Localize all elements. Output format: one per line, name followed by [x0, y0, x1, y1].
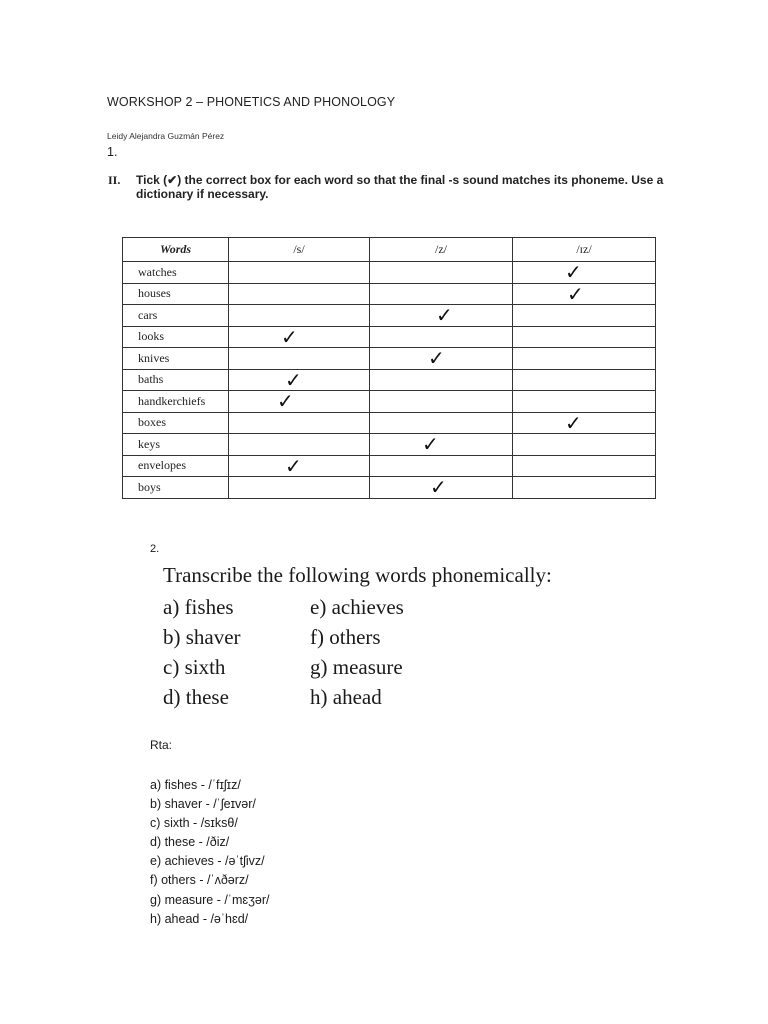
word-cell: keys	[123, 434, 229, 456]
section-1-number: 1.	[107, 145, 118, 159]
table-row	[123, 412, 656, 434]
tick-box[interactable]	[370, 326, 513, 348]
tick-box[interactable]	[229, 434, 370, 456]
exercise-2-heading: Transcribe the following words phonemically:	[163, 563, 552, 587]
tick-box[interactable]	[370, 391, 513, 413]
exercise-2-scan	[160, 558, 690, 718]
tick-icon: ✔	[167, 173, 178, 187]
checkmark-icon: ✓	[436, 303, 453, 328]
tick-box[interactable]	[229, 326, 370, 348]
answer-item: c) sixth - /sɪksθ/	[150, 816, 238, 831]
tick-box[interactable]	[513, 348, 656, 370]
column-header-phoneme: /s/	[229, 238, 370, 262]
exercise-2-item: e) achieves	[310, 595, 404, 619]
instruction-line-2: dictionary if necessary.	[136, 187, 269, 201]
column-header-phoneme: /z/	[370, 238, 513, 262]
answer-item: h) ahead - /əˈhɛd/	[150, 911, 249, 926]
exercise-2-item: f) others	[310, 625, 381, 649]
table-row	[123, 369, 656, 391]
exercise-2-item: b) shaver	[163, 625, 241, 649]
document-title: WORKSHOP 2 – PHONETICS AND PHONOLOGY	[107, 95, 396, 109]
checkmark-icon: ✓	[285, 453, 302, 478]
tick-box[interactable]	[513, 283, 656, 305]
tick-box[interactable]	[513, 434, 656, 456]
exercise-1-instruction	[108, 173, 664, 201]
checkmark-icon: ✓	[565, 410, 582, 435]
table-row	[123, 283, 656, 305]
table-row	[123, 305, 656, 327]
table-row	[123, 477, 656, 499]
answer-item: d) these - /ðiz/	[150, 835, 230, 850]
checkmark-icon: ✓	[285, 367, 302, 392]
tick-box[interactable]	[229, 391, 370, 413]
word-cell: looks	[123, 326, 229, 348]
table-row	[123, 348, 656, 370]
tick-box[interactable]	[513, 369, 656, 391]
tick-box[interactable]	[229, 477, 370, 499]
tick-box[interactable]	[229, 262, 370, 284]
instruction-text-start: Tick (	[136, 173, 168, 187]
table-row	[123, 326, 656, 348]
tick-box[interactable]	[229, 412, 370, 434]
tick-box[interactable]	[513, 326, 656, 348]
table-row	[123, 262, 656, 284]
word-cell: watches	[123, 262, 229, 284]
word-cell: houses	[123, 283, 229, 305]
answer-item: g) measure - /ˈmɛʒər/	[150, 892, 270, 907]
answer-item: e) achieves - /əˈtʃivz/	[150, 854, 265, 869]
tick-box[interactable]	[513, 391, 656, 413]
word-cell: handkerchiefs	[123, 391, 229, 413]
tick-box[interactable]	[370, 348, 513, 370]
word-cell: knives	[123, 348, 229, 370]
tick-box[interactable]	[370, 262, 513, 284]
checkmark-icon: ✓	[567, 281, 584, 306]
tick-box[interactable]	[370, 477, 513, 499]
checkmark-icon: ✓	[281, 324, 298, 349]
tick-box[interactable]	[370, 455, 513, 477]
table-row	[123, 434, 656, 456]
tick-box[interactable]	[370, 434, 513, 456]
tick-box[interactable]	[513, 412, 656, 434]
table-row	[123, 455, 656, 477]
exercise-1-number: II.	[108, 173, 121, 187]
author-name: Leidy Alejandra Guzmán Pérez	[107, 131, 225, 141]
checkmark-icon: ✓	[422, 432, 439, 457]
word-cell: boys	[123, 477, 229, 499]
answer-item: a) fishes - /ˈfɪʃɪz/	[150, 778, 241, 792]
column-header-phoneme: /ɪz/	[513, 238, 656, 262]
table-row	[123, 391, 656, 413]
tick-box[interactable]	[229, 348, 370, 370]
answer-item: b) shaver - /ˈʃeɪvər/	[150, 797, 256, 812]
tick-box[interactable]	[229, 283, 370, 305]
tick-box[interactable]	[513, 262, 656, 284]
tick-box[interactable]	[513, 305, 656, 327]
checkmark-icon: ✓	[277, 389, 294, 414]
tick-box[interactable]	[229, 305, 370, 327]
answer-item: f) others - /ˈʌðərz/	[150, 873, 249, 888]
answers-label: Rta:	[150, 738, 173, 752]
tick-box[interactable]	[370, 283, 513, 305]
tick-box[interactable]	[229, 369, 370, 391]
exercise-2-item: h) ahead	[310, 685, 382, 709]
word-cell: boxes	[123, 412, 229, 434]
exercise-2-item: d) these	[163, 685, 229, 709]
column-header-words: Words	[123, 238, 229, 262]
tick-box[interactable]	[513, 455, 656, 477]
word-cell: cars	[123, 305, 229, 327]
tick-box[interactable]	[370, 305, 513, 327]
checkmark-icon: ✓	[430, 475, 447, 500]
answers-list	[150, 776, 270, 929]
checkmark-icon: ✓	[565, 260, 582, 285]
tick-box[interactable]	[513, 477, 656, 499]
word-cell: baths	[123, 369, 229, 391]
exercise-2-item: a) fishes	[163, 595, 234, 619]
phoneme-table	[122, 237, 656, 499]
exercise-2-item: c) sixth	[163, 655, 226, 679]
instruction-text-end: ) the correct box for each word so that the final -s sound matches its phoneme. Use a	[177, 173, 664, 187]
word-cell: envelopes	[123, 455, 229, 477]
tick-box[interactable]	[370, 412, 513, 434]
checkmark-icon: ✓	[428, 346, 445, 371]
section-2-number: 2.	[150, 543, 160, 555]
tick-box[interactable]	[229, 455, 370, 477]
tick-box[interactable]	[370, 369, 513, 391]
exercise-2-item: g) measure	[310, 655, 403, 679]
